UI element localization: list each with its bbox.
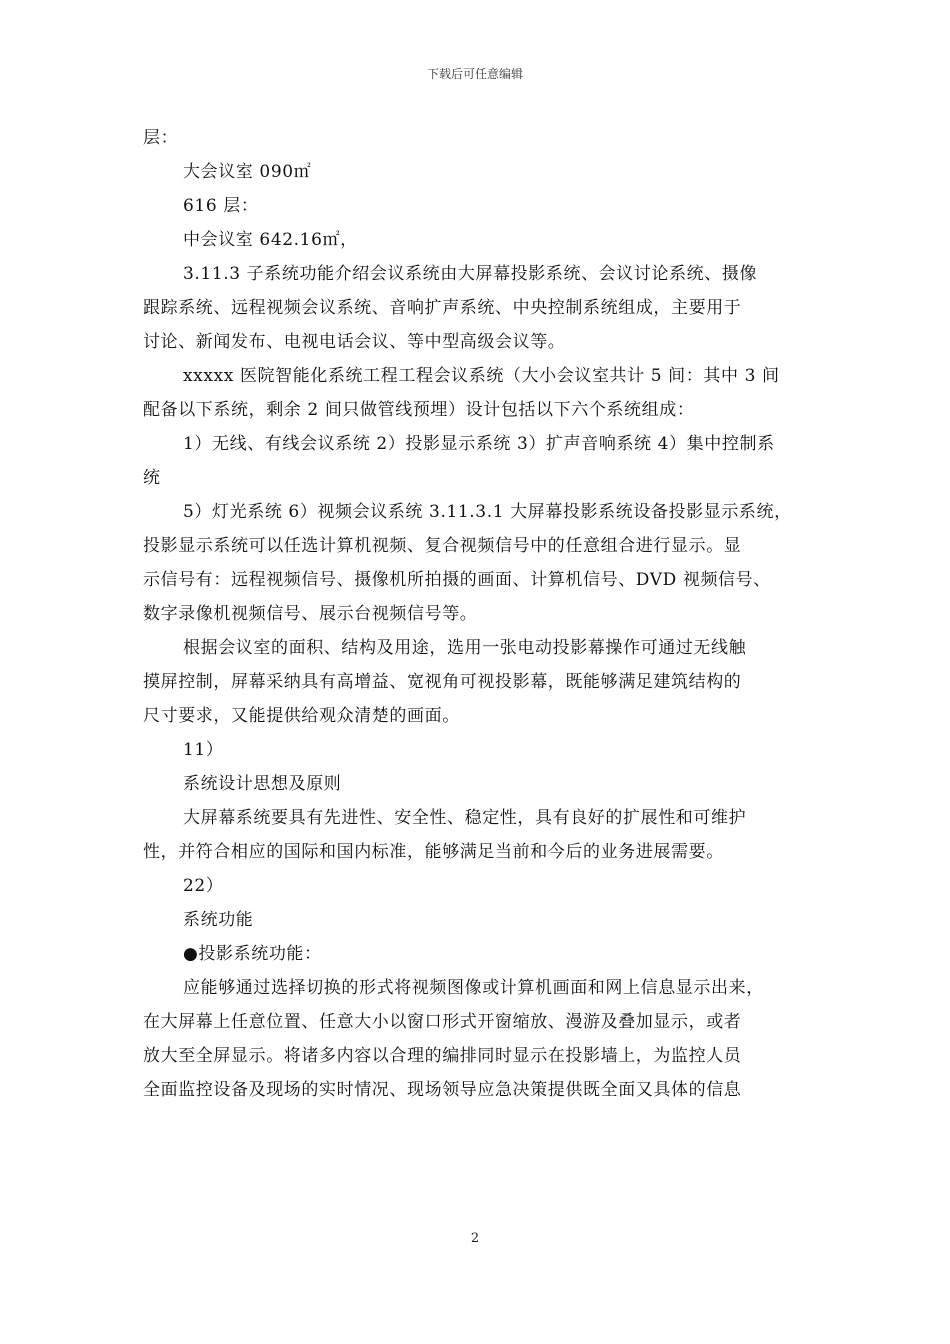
paragraph-line: 跟踪系统、远程视频会议系统、音响扩声系统、中央控制系统组成，主要用于 xyxy=(143,298,742,318)
paragraph-line: 大屏幕系统要具有先进性、安全性、稳定性，具有良好的扩展性和可维护 xyxy=(183,808,747,828)
paragraph-line: 投影显示系统可以任选计算机视频、复合视频信号中的任意组合进行显示。显 xyxy=(143,536,742,556)
paragraph-line: ●投影系统功能： xyxy=(183,944,322,964)
paragraph-line: 大会议室 090㎡ xyxy=(183,162,312,182)
paragraph-line: 放大至全屏显示。将诸多内容以合理的编排同时显示在投影墙上，为监控人员 xyxy=(143,1046,742,1066)
paragraph-line: 应能够通过选择切换的形式将视频图像或计算机画面和网上信息显示出来， xyxy=(183,978,764,998)
paragraph-line: 在大屏幕上任意位置、任意大小以窗口形式开窗缩放、漫游及叠加显示，或者 xyxy=(143,1012,742,1032)
paragraph-line: 616 层： xyxy=(183,196,259,216)
paragraph-line: xxxxx 医院智能化系统工程工程会议系统（大小会议室共计 5 间：其中 3 间 xyxy=(183,366,780,386)
page-header-note: 下载后可任意编辑 xyxy=(426,67,523,81)
paragraph-line: 配备以下系统，剩余 2 间只做管线预埋）设计包括以下六个系统组成： xyxy=(143,400,695,420)
paragraph-line: 中会议室 642.16㎡， xyxy=(183,230,358,250)
paragraph-line: 数字录像机视频信号、展示台视频信号等。 xyxy=(143,604,478,624)
paragraph-line: 11） xyxy=(183,740,224,760)
paragraph-line: 摸屏控制，屏幕采纳具有高增益、宽视角可视投影幕，既能够满足建筑结构的 xyxy=(143,672,742,692)
paragraph-line: 1）无线、有线会议系统 2）投影显示系统 3）扩声音响系统 4）集中控制系 xyxy=(183,434,775,454)
document-body xyxy=(143,121,823,1107)
paragraph-line: 22） xyxy=(183,876,224,896)
paragraph-line: 全面监控设备及现场的实时情况、现场领导应急决策提供既全面又具体的信息 xyxy=(143,1080,742,1100)
paragraph-line: 根据会议室的面积、结构及用途，选用一张电动投影幕操作可通过无线触 xyxy=(183,638,747,658)
page-number: 2 xyxy=(470,1231,480,1246)
paragraph-line: 讨论、新闻发布、电视电话会议、等中型高级会议等。 xyxy=(143,332,566,352)
paragraph-line: 示信号有：远程视频信号、摄像机所拍摄的画面、计算机信号、DVD 视频信号、 xyxy=(143,570,771,590)
paragraph-line: 尺寸要求，又能提供给观众清楚的画面。 xyxy=(143,706,460,726)
paragraph-line: 3.11.3 子系统功能介绍会议系统由大屏幕投影系统、会议讨论系统、摄像 xyxy=(183,264,758,284)
paragraph-line: 性，并符合相应的国际和国内标准，能够满足当前和今后的业务进展需要。 xyxy=(143,842,724,862)
paragraph-line: 层： xyxy=(143,128,179,148)
paragraph-line: 系统设计思想及原则 xyxy=(183,774,342,794)
paragraph-line: 系统功能 xyxy=(183,910,254,930)
paragraph-line: 统 xyxy=(143,468,161,488)
paragraph-line: 5）灯光系统 6）视频会议系统 3.11.3.1 大屏幕投影系统设备投影显示系统， xyxy=(183,502,792,522)
